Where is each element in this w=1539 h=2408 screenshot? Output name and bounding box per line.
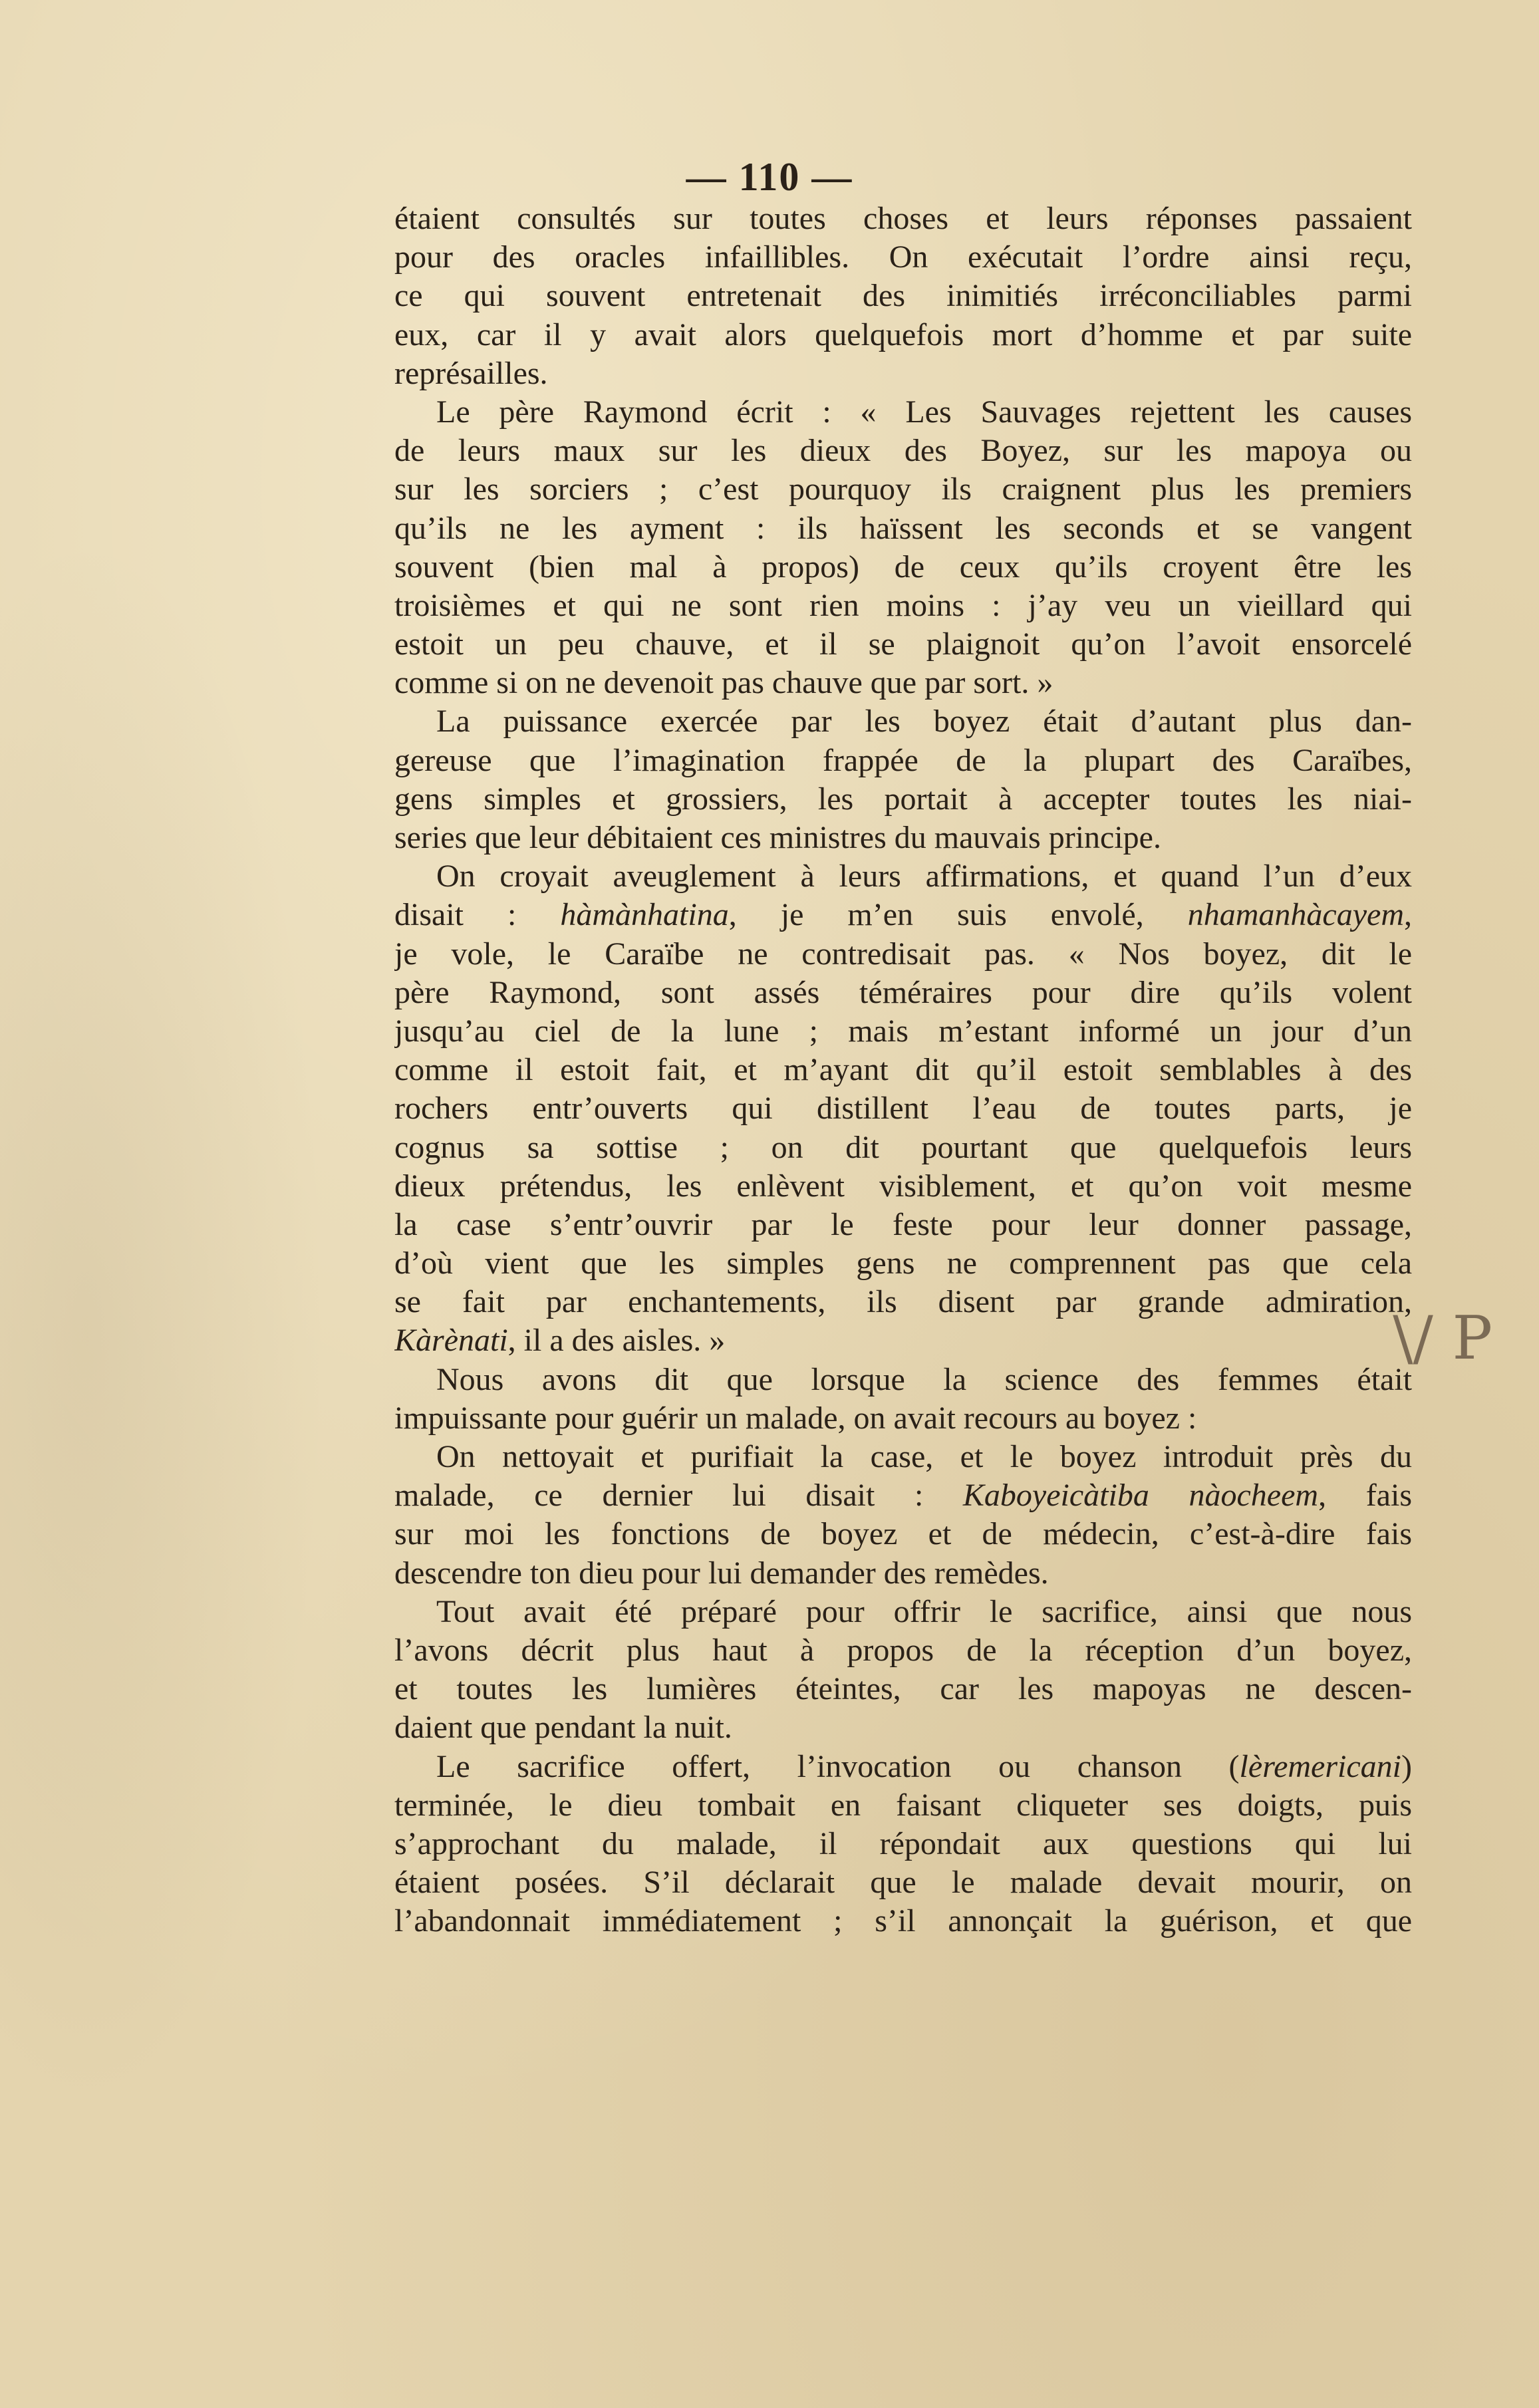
text-line xyxy=(394,393,1412,432)
text-line xyxy=(394,354,1412,393)
text-line xyxy=(394,1554,1412,1593)
text-run: sur les sorciers ; c’est pourquoy ils craignent plus les premiers xyxy=(394,471,1412,507)
text-line xyxy=(394,470,1412,509)
text-run: étaient consultés sur toutes choses et leurs réponses passaient xyxy=(394,201,1412,236)
text-line xyxy=(394,238,1412,277)
text-run: et toutes les lumières éteintes, car les mapoyas ne descen- xyxy=(394,1671,1412,1707)
text-run: je vole, le Caraïbe ne contredisait pas. « Nos boyez, dit le xyxy=(394,936,1412,972)
text-line xyxy=(394,1863,1412,1902)
text-line xyxy=(394,587,1412,625)
text-run: dieux prétendus, les enlèvent visiblement, et qu’on voit mesme xyxy=(394,1168,1412,1204)
text-run: ce qui souvent entretenait des inimitiés irréconciliables parmi xyxy=(394,278,1412,314)
text-run: Le sacrifice offert, l’invocation ou chanson ( xyxy=(436,1748,1240,1784)
text-line xyxy=(394,780,1412,819)
text-line xyxy=(394,1631,1412,1670)
text-run: descendre ton dieu pour lui demander des remèdes. xyxy=(394,1555,1049,1591)
body-text xyxy=(394,200,1412,1940)
italic-term: lèremericani xyxy=(1239,1748,1402,1784)
text-line xyxy=(394,1321,1412,1360)
text-run: souvent (bien mal à propos) de ceux qu’ils croyent être les xyxy=(394,549,1412,585)
page-number: — 110 — xyxy=(686,155,853,199)
text-run: Tout avait été préparé pour offrir le sacrifice, ainsi que nous xyxy=(436,1593,1412,1629)
text-line xyxy=(394,1476,1412,1515)
text-line xyxy=(394,548,1412,587)
text-run: gereuse que l’imagination frappée de la plupart des Caraïbes, xyxy=(394,742,1412,778)
text-run: qu’ils ne les ayment : ils haïssent les seconds et se vangent xyxy=(394,510,1412,546)
text-line xyxy=(394,1593,1412,1631)
text-run: terminée, le dieu tombait en faisant cliqueter ses doigts, puis xyxy=(394,1787,1412,1823)
text-line xyxy=(394,1089,1412,1128)
text-run: Le père Raymond écrit : « Les Sauvages rejettent les causes xyxy=(436,394,1412,430)
text-line xyxy=(394,1515,1412,1553)
text-line xyxy=(394,277,1412,315)
text-run: cognus sa sottise ; on dit pourtant que quelquefois leurs xyxy=(394,1129,1412,1165)
text-line xyxy=(394,1438,1412,1476)
text-line xyxy=(394,1129,1412,1167)
text-run: comme si on ne devenoit pas chauve que par sort. » xyxy=(394,665,1053,701)
text-run: rochers entr’ouverts qui distillent l’eau de toutes parts, je xyxy=(394,1091,1412,1127)
text-line xyxy=(394,896,1412,934)
text-line xyxy=(394,935,1412,974)
text-line xyxy=(394,316,1412,354)
text-line xyxy=(394,664,1412,702)
text-line xyxy=(394,702,1412,741)
text-run: la case s’entr’ouvrir par le feste pour leur donner passage, xyxy=(394,1206,1412,1242)
text-run: l’avons décrit plus haut à propos de la réception d’un boyez, xyxy=(394,1632,1412,1668)
text-run: , xyxy=(1404,897,1412,933)
text-line xyxy=(394,1902,1412,1940)
margin-handwritten-marks: \/ P xyxy=(1393,1303,1492,1373)
text-run: series que leur débitaient ces ministres du mauvais principe. xyxy=(394,820,1161,855)
text-run: étaient posées. S’il déclarait que le malade devait mourir, on xyxy=(394,1865,1412,1901)
text-line xyxy=(394,1206,1412,1244)
text-line xyxy=(394,1283,1412,1321)
text-run: Nous avons dit que lorsque la science des femmes était xyxy=(436,1361,1412,1397)
text-run: estoit un peu chauve, et il se plaignoit qu’on l’avoit ensorcelé xyxy=(394,626,1412,662)
text-run: père Raymond, sont assés téméraires pour dire qu’ils volent xyxy=(394,974,1412,1010)
text-line xyxy=(394,1399,1412,1438)
text-run: pour des oracles infaillibles. On exécutait l’ordre ainsi reçu, xyxy=(394,239,1412,275)
text-line xyxy=(394,1670,1412,1708)
text-line xyxy=(394,432,1412,470)
text-line xyxy=(394,1361,1412,1399)
text-run: de leurs maux sur les dieux des Boyez, sur les mapoya ou xyxy=(394,433,1412,469)
text-line xyxy=(394,819,1412,857)
text-line xyxy=(394,509,1412,548)
text-line xyxy=(394,741,1412,780)
text-line xyxy=(394,1825,1412,1863)
text-line xyxy=(394,1708,1412,1747)
text-run: sur moi les fonctions de boyez et de médecin, c’est-à-dire fais xyxy=(394,1516,1412,1552)
text-line xyxy=(394,200,1412,238)
text-run: représailles. xyxy=(394,355,548,391)
text-run: , il a des aisles. » xyxy=(507,1323,726,1359)
italic-term: nhamanhàcayem xyxy=(1187,897,1405,933)
text-line xyxy=(394,857,1412,896)
text-run: se fait par enchantements, ils disent par grande admiration, xyxy=(394,1284,1412,1320)
text-line xyxy=(394,1786,1412,1825)
text-run: La puissance exercée par les boyez était d’autant plus dan- xyxy=(436,704,1412,739)
text-run: On croyait aveuglement à leurs affirmations, et quand l’un d’eux xyxy=(436,859,1412,894)
text-run: , fais xyxy=(1318,1478,1412,1514)
text-line xyxy=(394,1748,1412,1786)
text-line xyxy=(394,1244,1412,1283)
text-run: eux, car il y avait alors quelquefois mort d’homme et par suite xyxy=(394,317,1412,352)
text-line xyxy=(394,974,1412,1012)
text-run: s’approchant du malade, il répondait aux questions qui lui xyxy=(394,1825,1412,1861)
text-run: troisièmes et qui ne sont rien moins : j’ay veu un vieillard qui xyxy=(394,587,1412,623)
show-through-stain xyxy=(0,466,346,2195)
italic-term: Kaboyeicàtiba nàocheem xyxy=(962,1478,1319,1514)
text-line xyxy=(394,625,1412,664)
text-run: d’où vient que les simples gens ne comprennent pas que cela xyxy=(394,1246,1412,1281)
text-run: jusqu’au ciel de la lune ; mais m’estant informé un jour d’un xyxy=(394,1013,1412,1049)
text-run: daient que pendant la nuit. xyxy=(394,1710,732,1746)
text-line xyxy=(394,1167,1412,1206)
text-run: comme il estoit fait, et m’ayant dit qu’il estoit semblables à des xyxy=(394,1052,1412,1088)
text-line xyxy=(394,1051,1412,1089)
text-line xyxy=(394,1012,1412,1051)
text-run: l’abandonnait immédiatement ; s’il annonçait la guérison, et que xyxy=(394,1903,1412,1939)
text-run: disait : xyxy=(394,897,561,933)
italic-term: hàmànhatina xyxy=(560,897,729,933)
text-run: malade, ce dernier lui disait : xyxy=(394,1478,963,1514)
text-run: ) xyxy=(1401,1748,1412,1784)
italic-term: Kàrènati xyxy=(394,1323,508,1359)
text-run: gens simples et grossiers, les portait à accepter toutes les niai- xyxy=(394,781,1412,817)
text-run: impuissante pour guérir un malade, on avait recours au boyez : xyxy=(394,1400,1197,1436)
text-run: , je m’en suis envolé, xyxy=(728,897,1188,933)
text-run: On nettoyait et purifiait la case, et le boyez introduit près du xyxy=(436,1439,1412,1474)
